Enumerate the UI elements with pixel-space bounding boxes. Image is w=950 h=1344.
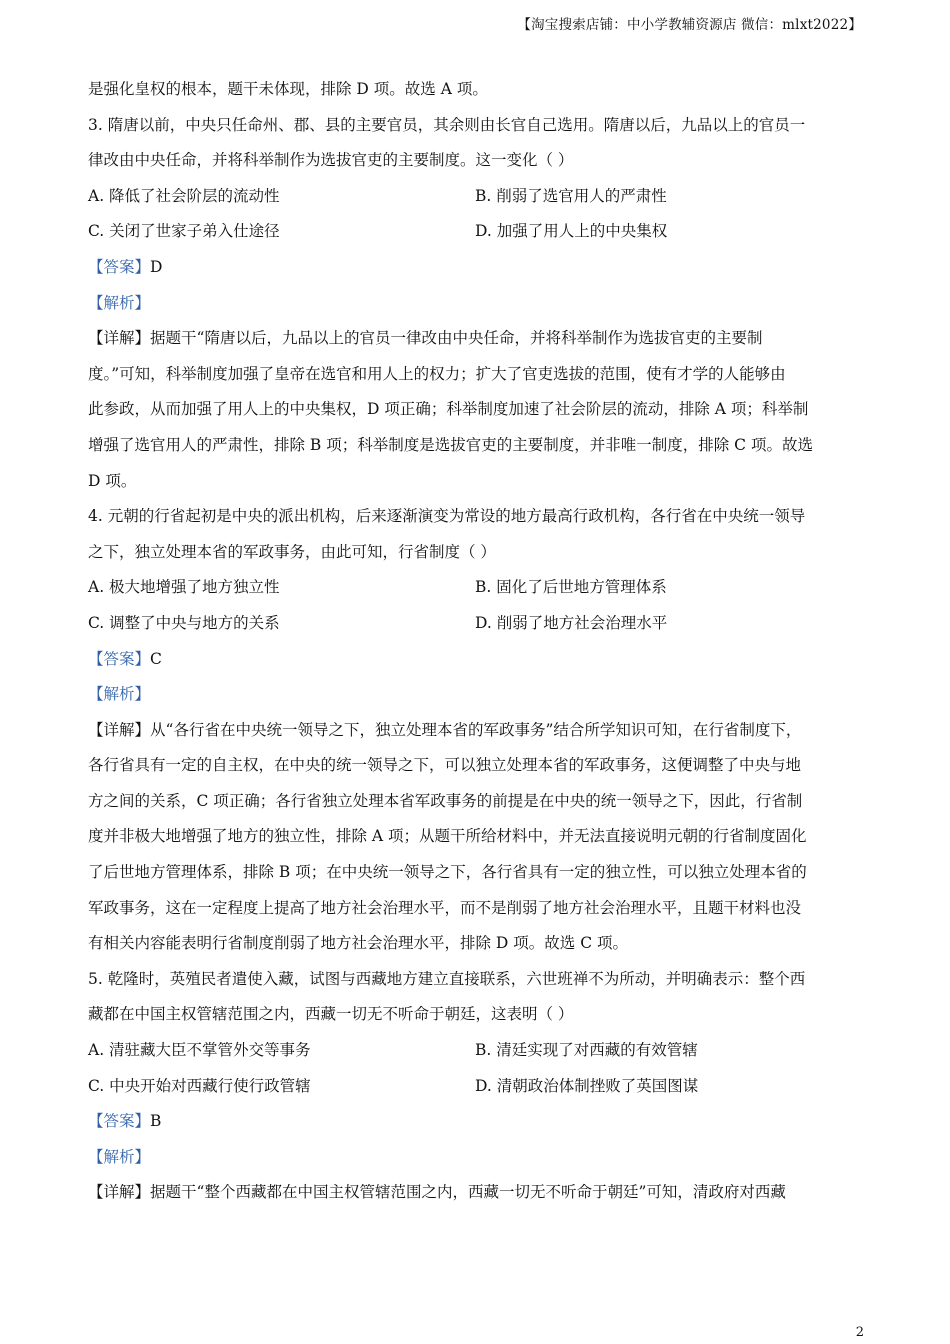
detail-text: 据题干“隋唐以后，九品以上的官员一律改由中央任命，并将科举制作为选拔官吏的主要制: [150, 329, 763, 348]
answer-tag: 【答案】: [88, 257, 151, 276]
detail-tag: 【详解】: [88, 720, 151, 739]
detail-line: [88, 392, 863, 428]
detail-line: [88, 748, 863, 784]
answer-value: B: [150, 1112, 162, 1131]
option-row: [88, 570, 863, 606]
detail-line: [88, 855, 863, 891]
question-stem-line: 之下，独立处理本省的军政事务，由此可知，行省制度（ ）: [88, 542, 496, 561]
page-header: 【淘宝搜索店铺：中小学教辅资源店 微信：mlxt2022】: [517, 17, 862, 33]
document-body: [88, 72, 863, 1211]
question-block: [88, 108, 863, 500]
answer-option: C. 调整了中央与地方的关系: [88, 613, 280, 632]
answer-option: D. 削弱了地方社会治理水平: [475, 613, 668, 632]
analysis-tag: 【解析】: [88, 1147, 151, 1166]
question-stem-line: 3. 隋唐以前，中央只任命州、郡、县的主要官员，其余则由长官自己选用。隋唐以后，九品以上的官员一: [88, 115, 806, 134]
detail-text: 度。”可知，科举制度加强了皇帝在选官和用人上的权力；扩大了官吏选拔的范围，使有才学的人能够由: [88, 364, 786, 383]
detail-text: 据题干“整个西藏都在中国主权管辖范围之内，西藏一切无不听命于朝廷”可知，清政府对西藏: [150, 1183, 786, 1202]
detail-line: [88, 321, 863, 357]
answer-option: C. 中央开始对西藏行使行政管辖: [88, 1076, 311, 1095]
detail-line: [88, 891, 863, 927]
previous-answer-tail: 是强化皇权的根本，题干未体现，排除 D 项。故选 A 项。: [88, 80, 488, 98]
option-row: [88, 1069, 863, 1105]
detail-line: [88, 428, 863, 464]
question-stem-line: 5. 乾隆时，英殖民者遣使入藏，试图与西藏地方建立直接联系，六世班禅不为所动，并明确表示：整个西: [88, 969, 806, 988]
answer-option: D. 加强了用人上的中央集权: [475, 222, 668, 241]
detail-text: 增强了选官用人的严肃性，排除 B 项；科举制度是选拔官吏的主要制度，并非唯一制度，排除 C 项。故选: [88, 435, 813, 454]
analysis-line: [88, 1140, 863, 1176]
page-number: 2: [855, 1325, 864, 1340]
answer-tag: 【答案】: [88, 1112, 151, 1131]
answer-option: B. 固化了后世地方管理体系: [475, 578, 667, 597]
answer-option: B. 清廷实现了对西藏的有效管辖: [475, 1041, 698, 1060]
detail-text: D 项。: [88, 471, 137, 490]
question-stem-line: 4. 元朝的行省起初是中央的派出机构，后来逐渐演变为常设的地方最高行政机构，各行省在中央统一领导: [88, 507, 806, 526]
detail-line: [88, 926, 863, 962]
question-block: [88, 499, 863, 962]
analysis-line: [88, 677, 863, 713]
analysis-line: [88, 286, 863, 322]
detail-text: 方之间的关系，C 项正确；各行省独立处理本省军政事务的前提是在中央的统一领导之下，因此，行省制: [88, 791, 803, 810]
option-row: [88, 1033, 863, 1069]
analysis-tag: 【解析】: [88, 293, 151, 312]
answer-tag: 【答案】: [88, 649, 151, 668]
question-stem-line: 律改由中央任命，并将科举制作为选拔官吏的主要制度。这一变化（ ）: [88, 151, 574, 170]
question-stem-line: 藏都在中国主权管辖范围之内，西藏一切无不听命于朝廷，这表明（ ）: [88, 1005, 574, 1024]
detail-text: 军政事务，这在一定程度上提高了地方社会治理水平，而不是削弱了地方社会治理水平，且题干材料也没: [88, 898, 802, 917]
detail-text: 了后世地方管理体系，排除 B 项；在中央统一领导之下，各行省具有一定的独立性，可以独立处理本省的: [88, 863, 807, 882]
detail-text: 有相关内容能表明行省制度削弱了地方社会治理水平，排除 D 项。故选 C 项。: [88, 934, 628, 953]
answer-line: [88, 1104, 863, 1140]
option-row: [88, 214, 863, 250]
detail-line: [88, 357, 863, 393]
analysis-tag: 【解析】: [88, 685, 151, 704]
answer-value: C: [150, 649, 162, 668]
answer-value: D: [150, 257, 163, 276]
answer-option: D. 清朝政治体制挫败了英国图谋: [475, 1076, 699, 1095]
answer-option: B. 削弱了选官用人的严肃性: [475, 186, 667, 205]
detail-tag: 【详解】: [88, 329, 151, 348]
answer-line: [88, 250, 863, 286]
option-row: [88, 179, 863, 215]
answer-line: [88, 642, 863, 678]
answer-option: C. 关闭了世家子弟入仕途径: [88, 222, 280, 241]
answer-option: A. 降低了社会阶层的流动性: [88, 186, 280, 205]
answer-option: A. 极大地增强了地方独立性: [88, 578, 280, 597]
detail-line: [88, 819, 863, 855]
detail-text: 此参政，从而加强了用人上的中央集权，D 项正确；科举制度加速了社会阶层的流动，排除 A 项；科举制: [88, 400, 809, 419]
detail-text: 度并非极大地增强了地方的独立性，排除 A 项；从题干所给材料中，并无法直接说明元朝的行省制度固化: [88, 827, 807, 846]
detail-text: 各行省具有一定的自主权，在中央的统一领导之下，可以独立处理本省的军政事务，这便调整了中央与地: [88, 756, 802, 775]
option-row: [88, 606, 863, 642]
detail-line: [88, 784, 863, 820]
question-block: [88, 962, 863, 1211]
detail-line: [88, 1175, 863, 1211]
answer-option: A. 清驻藏大臣不掌管外交等事务: [88, 1041, 311, 1060]
question-list: [88, 108, 863, 1211]
detail-text: 从“各行省在中央统一领导之下，独立处理本省的军政事务”结合所学知识可知，在行省制度下，: [150, 720, 802, 739]
detail-tag: 【详解】: [88, 1183, 151, 1202]
detail-line: [88, 713, 863, 749]
detail-line: [88, 464, 863, 500]
